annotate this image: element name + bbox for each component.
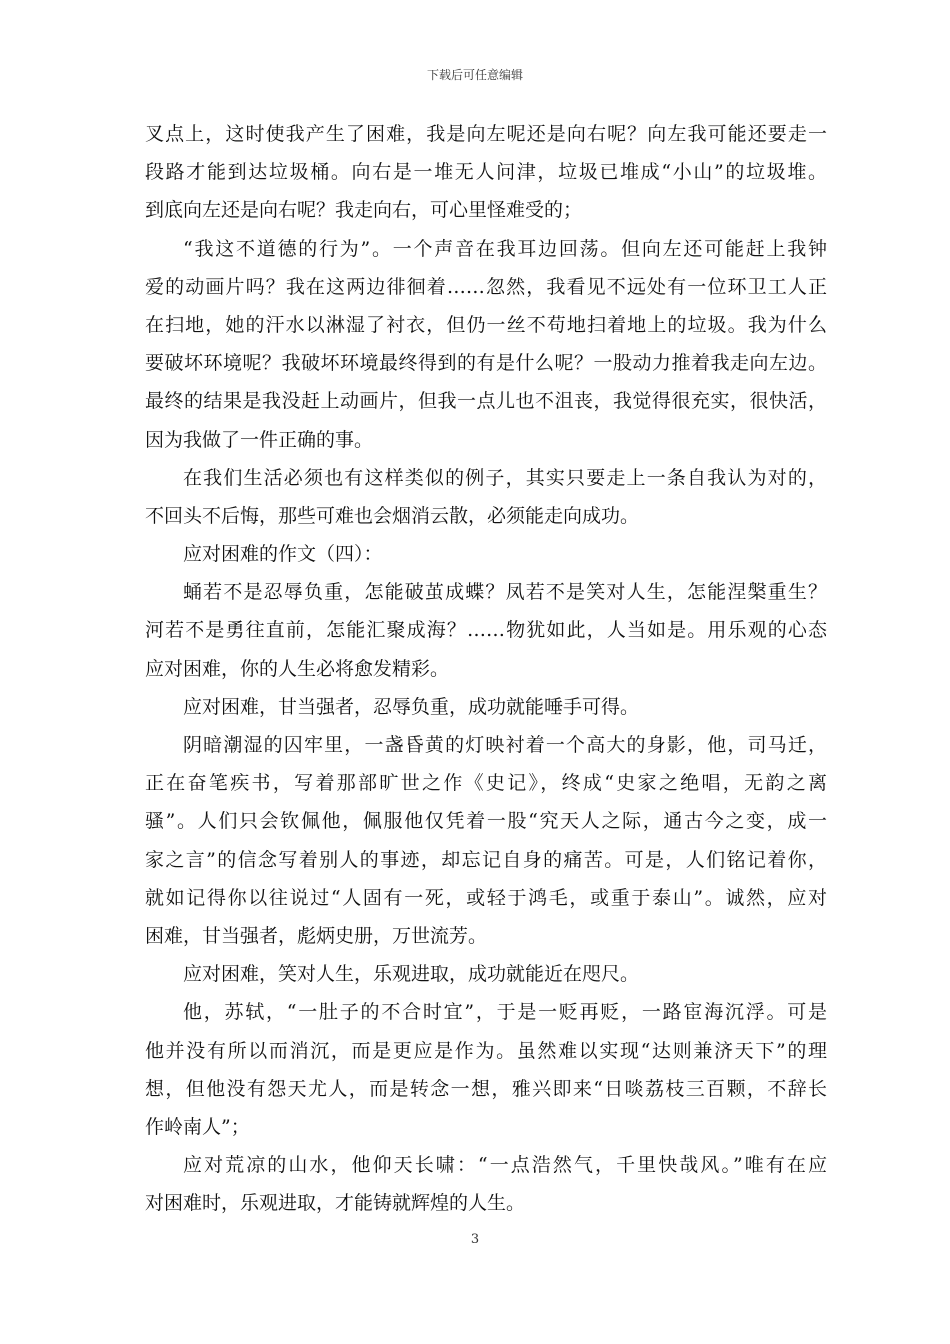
text-line: 就如记得你以往说过“人固有一死，或轻于鸿毛，或重于泰山”。诚然，应对 <box>145 886 827 909</box>
text-line: 到底向左还是向右呢？我走向右，可心里怪难受的； <box>145 199 583 222</box>
text-line: 正在奋笔疾书，写着那部旷世之作《史记》，终成“史家之绝唱，无韵之离 <box>145 772 827 795</box>
text-line: 应对困难，你的人生必将愈发精彩。 <box>145 657 450 680</box>
text-line: 家之言”的信念写着别人的事迹，却忘记自身的痛苦。可是，人们铭记着你， <box>145 848 827 871</box>
text-line: 在我们生活必须也有这样类似的例子，其实只要走上一条自我认为对的， <box>183 466 827 489</box>
text-line: 爱的动画片吗？我在这两边徘徊着……忽然，我看见不远处有一位环卫工人正 <box>145 275 827 298</box>
text-line: “我这不道德的行为”。一个声音在我耳边回荡。但向左还可能赶上我钟 <box>183 237 827 260</box>
text-line: 应对荒凉的山水，他仰天长啸：“一点浩然气，千里快哉风。”唯有在应 <box>183 1154 827 1177</box>
text-line: 应对困难，笑对人生，乐观进取，成功就能近在咫尺。 <box>183 963 640 986</box>
text-line: 要破坏环境呢？我破坏环境最终得到的有是什么呢？一股动力推着我走向左边。 <box>145 352 827 375</box>
body-text <box>145 115 827 1222</box>
text-line: 他并没有所以而消沉，而是更应是作为。虽然难以实现“达则兼济天下”的理 <box>145 1039 827 1062</box>
text-line: 应对困难，甘当强者，忍辱负重，成功就能唾手可得。 <box>183 695 640 718</box>
text-line: 阴暗潮湿的囚牢里，一盏昏黄的灯映衬着一个高大的身影，他，司马迁， <box>183 734 827 756</box>
text-line: 因为我做了一件正确的事。 <box>145 428 374 451</box>
text-line: 叉点上，这时使我产生了困难，我是向左呢还是向右呢？向左我可能还要走一 <box>145 123 827 145</box>
text-line: 他，苏轼，“一肚子的不合时宜”，于是一贬再贬，一路宦海沉浮。可是 <box>183 1001 827 1024</box>
text-line: 蛹若不是忍辱负重，怎能破茧成蝶？凤若不是笑对人生，怎能涅槃重生？ <box>183 581 827 604</box>
text-line: 在扫地，她的汗水以淋湿了衬衣，但仍一丝不苟地扫着地上的垃圾。我为什么 <box>145 313 827 336</box>
page-header: 下载后可任意编辑 <box>426 68 523 82</box>
text-line: 不回头不后悔，那些可难也会烟消云散，必须能走向成功。 <box>145 504 640 527</box>
text-line: 想，但他没有怨天尤人，而是转念一想，雅兴即来“日啖荔枝三百颗，不辞长 <box>145 1077 827 1100</box>
text-line: 对困难时，乐观进取，才能铸就辉煌的人生。 <box>145 1192 526 1215</box>
text-line: 段路才能到达垃圾桶。向右是一堆无人问津，垃圾已堆成“小山”的垃圾堆。 <box>145 161 827 184</box>
text-line: 骚”。人们只会钦佩他，佩服他仅凭着一股“究天人之际，通古今之变，成一 <box>145 810 827 833</box>
text-line: 作岭南人”； <box>145 1115 250 1138</box>
section-heading: 应对困难的作文（四）： <box>183 543 383 566</box>
text-line: 困难，甘当强者，彪炳史册，万世流芳。 <box>145 924 488 947</box>
text-line: 河若不是勇往直前，怎能汇聚成海？……物犹如此，人当如是。用乐观的心态 <box>145 619 827 642</box>
text-line: 最终的结果是我没赶上动画片，但我一点儿也不沮丧，我觉得很充实，很快活， <box>145 390 827 413</box>
page-number: 3 <box>470 1232 480 1247</box>
